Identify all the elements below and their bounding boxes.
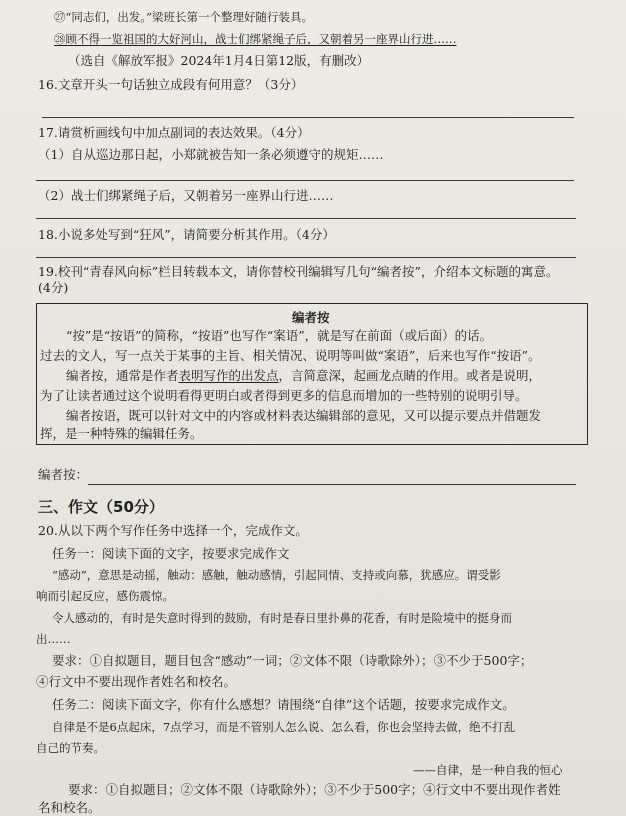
task-2-requirements-a: 要求：①自拟题目；②文体不限（诗歌除外）；③不少于500字；④行文中不要出现作者姓 bbox=[68, 782, 561, 797]
editor-note-p2a-post: ，言简意深，起画龙点睛的作用。或者是说明， bbox=[278, 368, 542, 383]
task-1-requirements-b: ④行文中不要出现作者姓名和校名。 bbox=[36, 674, 237, 689]
editor-note-p2a bbox=[66, 368, 541, 384]
task-1-definition-a: “感动”，意思是动摇，触动：感触，触动感情，引起同情、支持或向慕，犹感应。谓受影 bbox=[52, 568, 501, 582]
task-1-label: 任务一：阅读下面的文字，按要求完成作文 bbox=[52, 546, 290, 561]
question-17-item-1: （1）自从巡边那日起，小郑就被告知一条必须遵守的规矩…… bbox=[38, 147, 384, 162]
answer-line-16[interactable] bbox=[42, 117, 574, 118]
editor-note-p3b: 挥，是一种特殊的编辑任务。 bbox=[40, 426, 203, 441]
passage-paragraph-28: ㉘顾不得一览祖国的大好河山，战士们绑紧绳子后，又朝着另一座界山行进…… bbox=[54, 32, 457, 46]
editor-note-p1b: 过去的文人，写一点关于某事的主旨、相关情况、说明等叫做“案语”，后来也写作“按语”。 bbox=[40, 348, 541, 363]
editor-note-p1a: “按”是“按语”的简称，“按语”也写作“案语”，就是写在前面（或后面）的话。 bbox=[66, 328, 493, 343]
editor-note-p2b: 为了让读者通过这个说明看得更明白或者得到更多的信息而增加的一些特别的说明引导。 bbox=[40, 388, 528, 403]
task-2-text-b: 自己的节奏。 bbox=[36, 741, 105, 755]
editor-note-p3a: 编者按语，既可以针对文中的内容或材料表达编辑部的意见，又可以提示要点并借题发 bbox=[66, 408, 542, 423]
task-2-label: 任务二：阅读下面文字，你有什么感想？请围绕“自律”这个话题，按要求完成作文。 bbox=[52, 697, 515, 712]
question-17: 17.请赏析画线句中加点副词的表达效果。（4分） bbox=[38, 125, 310, 140]
question-19: 19.校刊“青春风向标”栏目转载本文，请你替校刊编辑写几句“编者按”，介绍本文标题的寓意。 bbox=[38, 264, 559, 279]
task-1-text-b: 出…… bbox=[36, 632, 71, 646]
question-18: 18.小说多处写到“狂风”，请简要分析其作用。（4分） bbox=[38, 227, 335, 242]
editor-answer-line[interactable] bbox=[88, 484, 576, 485]
answer-line-18[interactable] bbox=[36, 257, 576, 258]
question-19-score: (4分) bbox=[38, 280, 69, 295]
passage-paragraph-27: ㉗“同志们，出发。”梁班长第一个整理好随行装具。 bbox=[54, 10, 314, 24]
task-2-text-a: 自律是不是6点起床，7点学习，而是不管别人怎么说、怎么看，你也会坚持去做，绝不打乱 bbox=[52, 720, 516, 734]
passage-source: （选自《解放军报》2024年1月4日第12版，有删改） bbox=[68, 53, 370, 68]
answer-line-17-1[interactable] bbox=[36, 180, 574, 181]
editor-answer-label: 编者按： bbox=[38, 467, 89, 482]
task-1-definition-b: 响而引起反应，感伤震惊。 bbox=[36, 589, 174, 603]
task-2-quote: ——自律，是一种自我的恒心 bbox=[413, 763, 563, 777]
question-17-item-2: （2）战士们绑紧绳子后，又朝着另一座界山行进…… bbox=[38, 188, 334, 203]
task-1-text-a: 令人感动的，有时是失意时得到的鼓励，有时是春日里扑鼻的花香，有时是险境中的挺身而 bbox=[52, 611, 512, 625]
editor-note-p2a-underlined: 表明写作的出发点 bbox=[178, 368, 279, 383]
editor-note-title: 编者按 bbox=[292, 310, 330, 325]
task-1-requirements-a: 要求：①自拟题目，题目包含“感动”一词；②文体不限（诗歌除外）；③不少于500字； bbox=[52, 653, 533, 668]
editor-note-p2a-pre: 编者按，通常是作者 bbox=[66, 368, 179, 383]
task-2-requirements-b: 名和校名。 bbox=[38, 800, 101, 815]
question-20: 20.从以下两个写作任务中选择一个，完成作文。 bbox=[38, 523, 308, 538]
question-16: 16.文章开头一句话独立成段有何用意？（3分） bbox=[38, 77, 304, 92]
section-3-heading: 三、作文（50分） bbox=[38, 498, 164, 516]
answer-line-17-2[interactable] bbox=[36, 218, 576, 219]
